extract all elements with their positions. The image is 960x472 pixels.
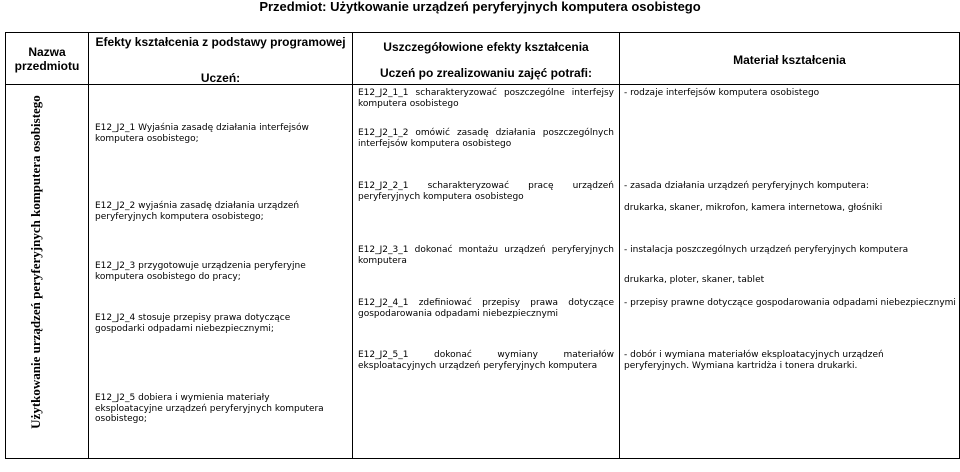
detailed-item: E12_J2_5_1 dokonać wymiany materiałów eksploatacyjnych urządzeń peryferyjnych komputera [358, 350, 614, 371]
column-divider-3 [619, 32, 620, 459]
detailed-item: E12_J2_1_2 omówić zasadę działania poszczególnych interfejsów komputera osobistego [358, 128, 614, 149]
header-material: Materiał kształcenia [733, 53, 846, 67]
material-item: - przepisy prawne dotyczące gospodarowania odpadami niebezpiecznymi [624, 298, 956, 308]
border-bottom [5, 458, 960, 459]
page-title: Przedmiot: Użytkowanie urządzeń peryferyjnych komputera osobistego [259, 0, 701, 14]
header-detailed: Uszczegółowione efekty kształcenia [383, 40, 589, 54]
border-top [5, 32, 960, 33]
outcome-item: E12_J2_3 przygotowuje urządzenia peryferyjne komputera osobistego do pracy; [95, 261, 306, 282]
column-divider-2 [352, 32, 353, 459]
header-detailed-sub: Uczeń po zrealizowaniu zajęć potrafi: [379, 66, 593, 80]
subject-name-vertical: Użytkowanie urządzeń peryferyjnych komputera osobistego [28, 95, 43, 429]
column-divider-1 [88, 32, 89, 459]
material-item: - zasada działania urządzeń peryferyjnych komputera: [624, 181, 869, 191]
detailed-item: E12_J2_4_1 zdefiniować przepisy prawa dotyczące gospodarowania odpadami niebezpiecznymi [358, 298, 614, 319]
header-subject-name: Nazwa przedmiotu [14, 45, 80, 73]
material-item: - rodzaje interfejsów komputera osobistego [624, 88, 820, 98]
outcome-item: E12_J2_4 stosuje przepisy prawa dotyczące gospodarki odpadami niebezpiecznymi; [95, 313, 291, 334]
outcome-item: E12_J2_5 dobiera i wymienia materiały eksploatacyjne urządzeń peryferyjnych komputera osobistego; [95, 393, 324, 424]
outcome-item: E12_J2_2 wyjaśnia zasadę działania urządzeń peryferyjnych komputera osobistego; [95, 201, 300, 222]
header-outcomes: Efekty kształcenia z podstawy programowej [95, 35, 346, 49]
detailed-item: E12_J2_2_1 scharakteryzować pracę urządzeń peryferyjnych komputera osobistego [358, 181, 614, 202]
material-item: - instalacja poszczególnych urządzeń peryferyjnych komputera [624, 245, 909, 255]
outcome-item: E12_J2_1 Wyjaśnia zasadę działania interfejsów komputera osobistego; [95, 123, 309, 144]
border-left [5, 32, 6, 459]
header-student: Uczeń: [200, 71, 241, 85]
material-item: drukarka, skaner, mikrofon, kamera internetowa, głośniki [624, 203, 883, 213]
material-item: - dobór i wymiana materiałów eksploatacyjnych urządzeń peryferyjnych. Wymiana kartridża i tonera drukarki. [624, 350, 884, 371]
detailed-item: E12_J2_1_1 scharakteryzować poszczególne interfejsy komputera osobistego [358, 88, 614, 109]
detailed-item: E12_J2_3_1 dokonać montażu urządzeń peryferyjnych komputera [358, 245, 614, 266]
material-item: drukarka, ploter, skaner, tablet [624, 275, 765, 285]
